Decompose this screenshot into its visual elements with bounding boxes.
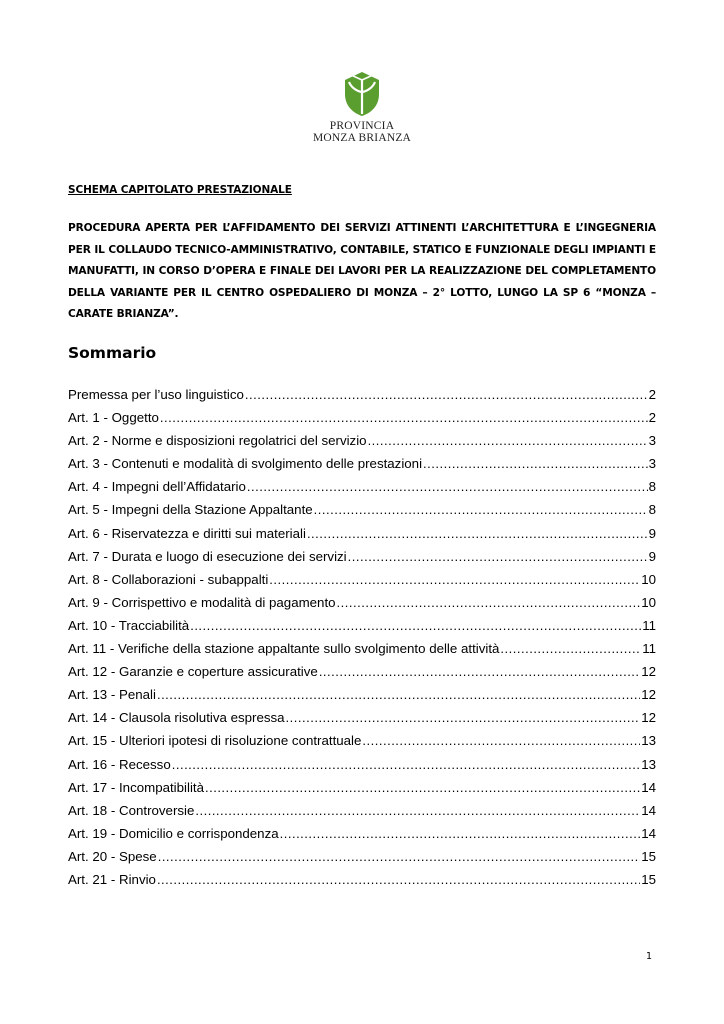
toc-entry-page: 13 [641, 756, 656, 772]
toc-dot-leader [190, 618, 641, 633]
toc-entry-page: 3 [648, 433, 656, 449]
toc-entry-title: Art. 4 - Impegni dell’Affidatario [68, 479, 246, 495]
toc-entry[interactable] [68, 780, 656, 803]
toc-entry[interactable] [68, 526, 656, 549]
toc-dot-leader [348, 549, 648, 564]
toc-entry-title: Art. 7 - Durata e luogo di esecuzione dei servizi [68, 548, 347, 564]
toc-entry[interactable] [68, 410, 656, 433]
page-number: 1 [646, 951, 653, 962]
toc-entry-title: Premessa per l’uso linguistico [68, 387, 244, 402]
toc-entry[interactable] [68, 757, 656, 780]
toc-dot-leader [368, 433, 648, 448]
toc-entry-title: Art. 9 - Corrispettivo e modalità di pagamento [68, 594, 336, 610]
toc-entry-page: 14 [641, 779, 656, 795]
toc-entry-title: Art. 11 - Verifiche della stazione appaltante sullo svolgimento delle attività [68, 641, 500, 657]
schema-title: SCHEMA CAPITOLATO PRESTAZIONALE [68, 184, 292, 196]
toc-entry-title: Art. 10 - Tracciabilità [68, 617, 190, 633]
toc-entry-title: Art. 13 - Penali [68, 687, 156, 703]
toc-entry-title: Art. 20 - Spese [68, 848, 157, 864]
toc-dot-leader [157, 872, 640, 887]
toc-dot-leader [337, 595, 641, 610]
toc-entry-title: Art. 19 - Domicilio e corrispondenza [68, 825, 279, 841]
toc-entry-page: 9 [648, 525, 656, 541]
toc-entry-title: Art. 2 - Norme e disposizioni regolatrici del servizio [68, 433, 367, 449]
toc-entry[interactable] [68, 456, 656, 479]
toc-entry-title: Art. 3 - Contenuti e modalità di svolgimento delle prestazioni [68, 456, 423, 472]
toc-entry-page: 10 [641, 571, 656, 587]
toc-dot-leader [269, 572, 640, 587]
toc-dot-leader [158, 849, 641, 864]
toc-entry-page: 13 [641, 733, 656, 749]
toc-dot-leader [500, 641, 641, 656]
toc-entry-page: 8 [648, 479, 656, 495]
provincia-logo [307, 70, 417, 152]
toc-entry-title: Art. 21 - Rinvio [68, 871, 156, 887]
toc-entry[interactable] [68, 641, 656, 664]
table-of-contents [68, 387, 656, 895]
toc-entry[interactable] [68, 387, 656, 410]
toc-entry-page: 12 [641, 664, 656, 680]
toc-entry-page: 2 [648, 410, 656, 426]
toc-dot-leader [286, 710, 641, 725]
toc-entry[interactable] [68, 849, 656, 872]
sommario-heading: Sommario [68, 344, 157, 362]
toc-entry-page: 14 [641, 802, 656, 818]
toc-entry-title: Art. 12 - Garanzie e coperture assicurative [68, 664, 318, 680]
toc-entry[interactable] [68, 595, 656, 618]
provincia-leaf-shield-icon [342, 70, 382, 118]
toc-dot-leader [245, 387, 648, 402]
toc-dot-leader [319, 664, 640, 679]
toc-entry[interactable] [68, 479, 656, 502]
toc-entry-page: 15 [641, 871, 656, 887]
toc-dot-leader [247, 479, 648, 494]
toc-entry-title: Art. 17 - Incompatibilità [68, 779, 204, 795]
toc-entry-title: Art. 15 - Ulteriori ipotesi di risoluzione contrattuale [68, 733, 362, 749]
toc-dot-leader [172, 757, 640, 772]
toc-entry-page: 12 [641, 710, 656, 726]
toc-entry-title: Art. 14 - Clausola risolutiva espressa [68, 710, 285, 726]
toc-entry[interactable] [68, 433, 656, 456]
toc-entry-page: 15 [641, 848, 656, 864]
toc-dot-leader [423, 456, 648, 471]
toc-entry[interactable] [68, 572, 656, 595]
toc-entry-page: 8 [648, 502, 656, 518]
toc-entry-page: 2 [648, 387, 656, 402]
toc-entry-title: Art. 1 - Oggetto [68, 410, 159, 426]
toc-dot-leader [195, 803, 640, 818]
toc-entry-page: 11 [642, 617, 656, 633]
toc-entry[interactable] [68, 687, 656, 710]
toc-entry-page: 14 [641, 825, 656, 841]
toc-entry-title: Art. 6 - Riservatezza e diritti sui materiali [68, 525, 306, 541]
toc-entry[interactable] [68, 803, 656, 826]
procedure-description: PROCEDURA APERTA PER L’AFFIDAMENTO DEI SERVIZI ATTINENTI L’ARCHITETTURA E L’INGEGNERIA PER IL COLLAUDO TECNICO-AMMINISTRATIVO, CONTABILE, STATICO E FUNZIONALE DEGLI IMPIANTI E MANUFATTI, IN CORSO D’OPERA E FINALE DEI LAVORI PER LA REALIZZAZIONE DEL COMPLETAMENTO DELLA VARIANTE PER IL CENTRO OSPEDALIERO DI MONZA – 2° LOTTO, LUNGO LA SP 6 “MONZA – CARATE BRIANZA”. [68, 222, 656, 321]
toc-entry[interactable] [68, 549, 656, 572]
toc-entry[interactable] [68, 710, 656, 733]
toc-entry[interactable] [68, 618, 656, 641]
toc-entry[interactable] [68, 872, 656, 895]
toc-dot-leader [307, 526, 648, 541]
toc-dot-leader [362, 733, 640, 748]
toc-entry-title: Art. 5 - Impegni della Stazione Appaltante [68, 502, 313, 518]
logo-line-provincia: PROVINCIA [329, 120, 395, 132]
toc-entry-page: 11 [642, 641, 656, 657]
toc-dot-leader [314, 502, 648, 517]
toc-entry-page: 9 [648, 548, 656, 564]
toc-entry[interactable] [68, 826, 656, 849]
toc-dot-leader [205, 780, 640, 795]
toc-entry[interactable] [68, 733, 656, 756]
toc-entry-page: 12 [641, 687, 656, 703]
toc-entry[interactable] [68, 502, 656, 525]
toc-entry-title: Art. 8 - Collaborazioni - subappalti [68, 571, 269, 587]
toc-entry-page: 10 [641, 594, 656, 610]
toc-dot-leader [157, 687, 640, 702]
toc-entry[interactable] [68, 664, 656, 687]
logo-line-monza-brianza: MONZA BRIANZA [312, 132, 412, 144]
toc-entry-title: Art. 16 - Recesso [68, 756, 171, 772]
toc-dot-leader [160, 410, 648, 425]
toc-entry-title: Art. 18 - Controversie [68, 802, 195, 818]
toc-entry-page: 3 [648, 456, 656, 472]
toc-dot-leader [280, 826, 641, 841]
